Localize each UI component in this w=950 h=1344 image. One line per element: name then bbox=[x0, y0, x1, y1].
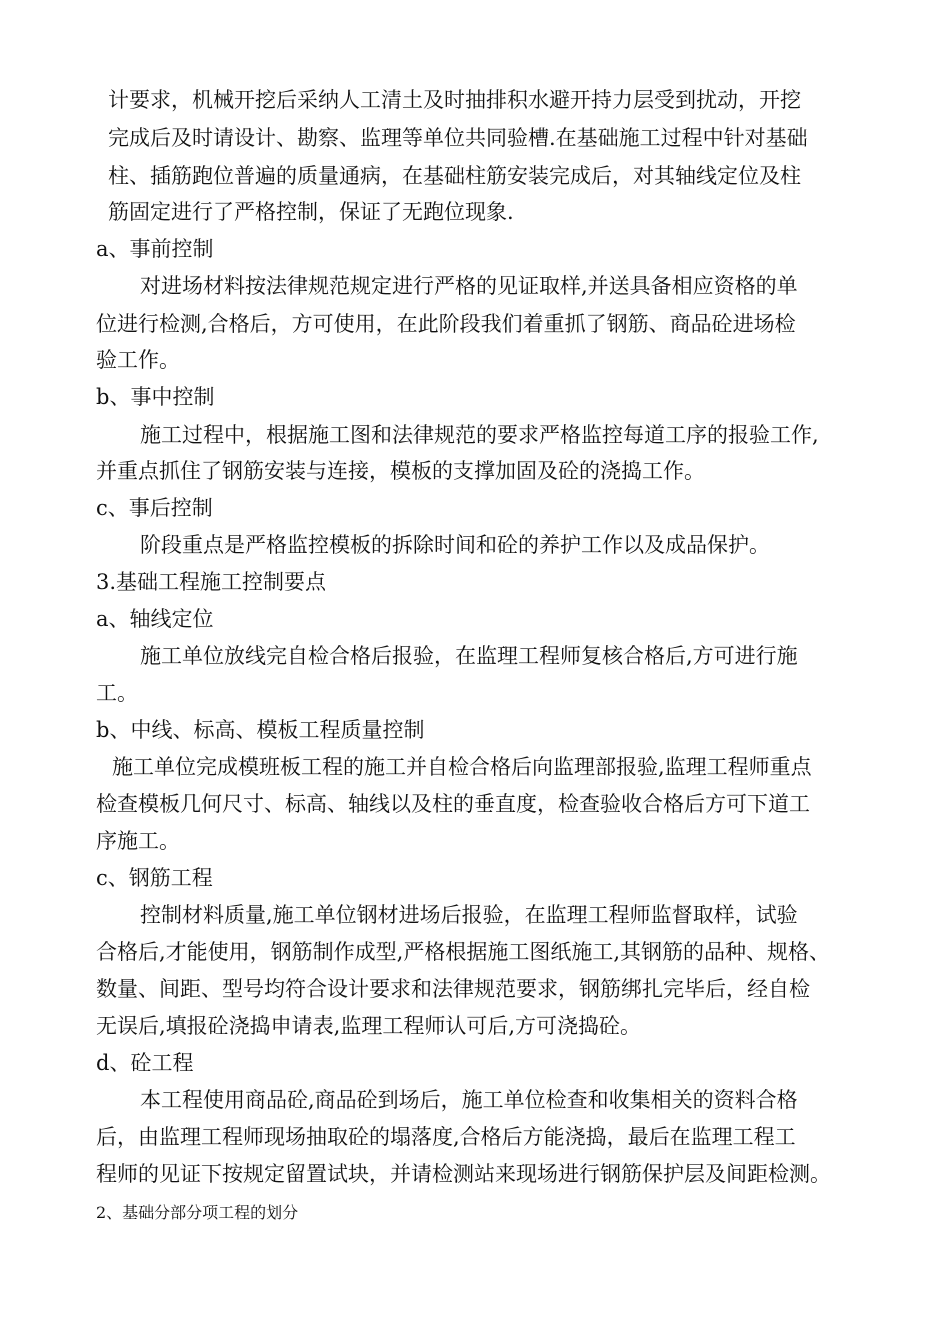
section-heading: c、钢筋工程 bbox=[96, 866, 213, 890]
paragraph-line: 验工作。 bbox=[96, 348, 180, 372]
paragraph-line: 工。 bbox=[96, 681, 138, 705]
paragraph-line: 对进场材料按法律规范规定进行严格的见证取样,并送具备相应资格的单 bbox=[140, 274, 798, 298]
section-heading: c、事后控制 bbox=[96, 496, 213, 520]
section-heading: 3.基础工程施工控制要点 bbox=[96, 570, 327, 594]
paragraph-line: 筋固定进行了严格控制，保证了无跑位现象. bbox=[108, 200, 514, 224]
section-heading: b、事中控制 bbox=[96, 385, 215, 409]
paragraph-line: 柱、插筋跑位普遍的质量通病，在基础柱筋安装完成后，对其轴线定位及柱 bbox=[108, 164, 801, 188]
paragraph-line: 施工过程中，根据施工图和法律规范的要求严格监控每道工序的报验工作, bbox=[140, 423, 819, 447]
paragraph-line: 位进行检测,合格后，方可使用，在此阶段我们着重抓了钢筋、商品砼进场检 bbox=[96, 312, 796, 336]
paragraph-line: 数量、间距、型号均符合设计要求和法律规范要求，钢筋绑扎完毕后，经自检 bbox=[96, 977, 810, 1001]
paragraph-line: 检查模板几何尺寸、标高、轴线以及柱的垂直度，检查验收合格后方可下道工 bbox=[96, 792, 810, 816]
paragraph-line: 合格后,才能使用，钢筋制作成型,严格根据施工图纸施工,其钢筋的品种、规格、 bbox=[96, 940, 831, 964]
paragraph-line: 本工程使用商品砼,商品砼到场后，施工单位检查和收集相关的资料合格 bbox=[140, 1088, 798, 1112]
paragraph-line: 后，由监理工程师现场抽取砼的塌落度,合格后方能浇捣，最后在监理工程工 bbox=[96, 1125, 796, 1149]
paragraph-line: 无误后,填报砼浇捣申请表,监理工程师认可后,方可浇捣砼。 bbox=[96, 1014, 642, 1038]
paragraph-line: 控制材料质量,施工单位钢材进场后报验，在监理工程师监督取样，试验 bbox=[140, 903, 798, 927]
paragraph-line: 施工单位完成模班板工程的施工并自检合格后向监理部报验,监理工程师重点 bbox=[112, 755, 812, 779]
section-heading: a、事前控制 bbox=[96, 237, 214, 261]
section-heading: a、轴线定位 bbox=[96, 607, 214, 631]
paragraph-line: 程师的见证下按规定留置试块，并请检测站来现场进行钢筋保护层及间距检测。 bbox=[96, 1162, 831, 1186]
paragraph-line: 序施工。 bbox=[96, 829, 180, 853]
section-heading: b、中线、标高、模板工程质量控制 bbox=[96, 718, 425, 742]
paragraph-line: 完成后及时请设计、勘察、监理等单位共同验槽.在基础施工过程中针对基础 bbox=[108, 126, 808, 150]
paragraph-line: 阶段重点是严格监控模板的拆除时间和砼的养护工作以及成品保护。 bbox=[140, 533, 770, 557]
paragraph-line: 计要求，机械开挖后采纳人工清土及时抽排积水避开持力层受到扰动，开挖 bbox=[108, 88, 801, 112]
section-heading: 2、基础分部分项工程的划分 bbox=[96, 1203, 299, 1222]
section-heading: d、砼工程 bbox=[96, 1051, 194, 1075]
paragraph-line: 施工单位放线完自检合格后报验，在监理工程师复核合格后,方可进行施 bbox=[140, 644, 798, 668]
paragraph-line: 并重点抓住了钢筋安装与连接，模板的支撑加固及砼的浇捣工作。 bbox=[96, 459, 705, 483]
